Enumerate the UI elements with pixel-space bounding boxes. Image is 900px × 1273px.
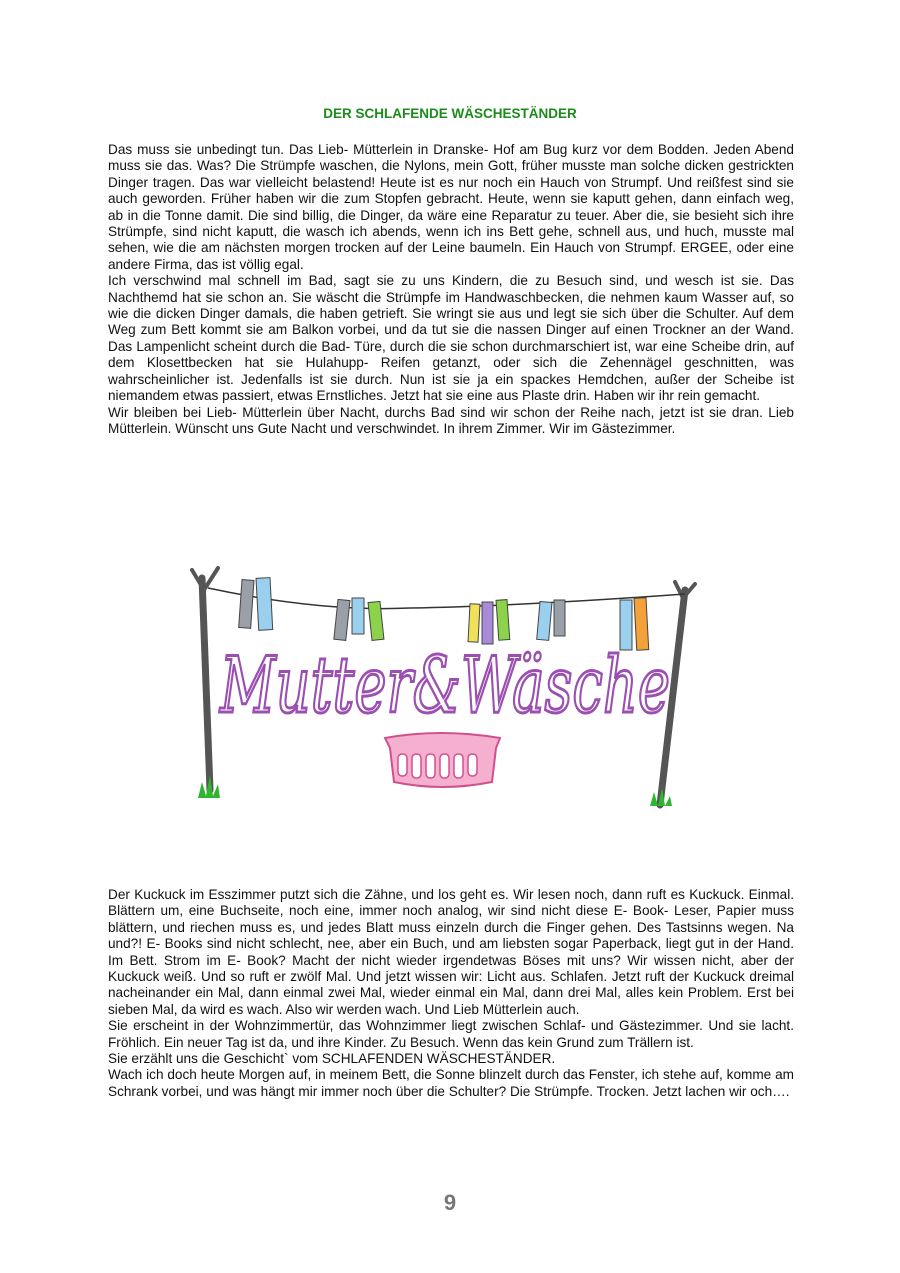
- cloth: [239, 580, 254, 629]
- cloth: [468, 604, 480, 642]
- cloth: [482, 602, 493, 644]
- paragraph: Wach ich doch heute Morgen auf, in meinem Bett, die Sonne blinzelt durch das Fenster, ich stehe auf, komme am Schrank vorbei, und was hängt mir immer noch über die Schulter? Die Strümpfe. Trocken. Jetzt lachen wir och….: [108, 1067, 794, 1099]
- text-block-bottom: [108, 887, 794, 1100]
- laundry-basket: [385, 733, 500, 787]
- cloth: [368, 601, 384, 640]
- story-title: DER SCHLAFENDE WÄSCHESTÄNDER: [323, 106, 577, 121]
- page-number: 9: [443, 1190, 457, 1215]
- text-block-top: [108, 142, 794, 437]
- cloth: [496, 600, 510, 641]
- clothesline-illustration: [180, 560, 720, 810]
- illustration-lettering: Mutter&Wäsche: [218, 641, 670, 731]
- paragraph: Das muss sie unbedingt tun. Das Lieb- Mütterlein in Dranske- Hof am Bug kurz vor dem Bodden. Jeden Abend muss sie das. Was? Die Strümpfe waschen, die Nylons, mein Gott, früher musste man solche dicken gestrickten Dinger tragen. Das war vielleicht belastend! Heute ist es nur noch ein Hauch von Strumpf. Und reißfest sind sie auch geworden. Früher haben wir die zum Stopfen gebracht. Heute, wenn sie kaputt gehen, dann einfach weg, ab in die Tonne damit. Die sind billig, die Dinger, da wäre eine Reparatur zu teuer. Aber die, sie besieht sich ihre Strümpfe, sind nicht kaputt, die wasch ich abends, wenn ich ins Bett gehe, schnell aus, und huch, musste mal sehen, wie die am nächsten morgen trocken auf der Leine baumeln. Ein Hauch von Strumpf. ERGEE, oder eine andere Firma, das ist völlig egal.: [108, 142, 794, 272]
- paragraph: Sie erscheint in der Wohnzimmertür, das Wohnzimmer liegt zwischen Schlaf- und Gästezimmer. Und sie lacht. Fröhlich. Ein neuer Tag ist da, und ihre Kinder. Zu Besuch. Wenn das kein Grund zum Trällern ist.: [108, 1018, 794, 1050]
- paragraph: Ich verschwind mal schnell im Bad, sagt sie zu uns Kindern, die zu Besuch sind, und wesch ist sie. Das Nachthemd hat sie schon an. Sie wäscht die Strümpfe im Handwaschbecken, die nehmen kaum Wasser auf, so wie die dicken Dinger damals, die haben getrieft. Sie wringt sie aus und legt sie sich über die Schulter. Auf dem Weg zum Bett kommt sie am Balkon vorbei, und da tut sie die nassen Dinger auf einen Trockner an der Wand. Das Lampenlicht scheint durch die Bad- Türe, durch die sie schon durchmarschiert ist, war eine Scheibe drin, auf dem Klosettbecken hat sie Hulahupp- Reifen getanzt, oder sich die Zehennägel geschnitten, was wahrscheinlicher ist. Jedenfalls ist sie durch. Nun ist sie ja ein spackes Hemdchen, außer der Scheibe ist niemandem etwas passiert, etwas Ernstliches. Jetzt hat sie eine aus Plaste drin. Haben wir ihr rein gemacht.: [108, 273, 794, 404]
- paragraph: Wir bleiben bei Lieb- Mütterlein über Nacht, durchs Bad sind wir schon der Reihe nach, jetzt ist sie dran. Lieb Mütterlein. Wünscht uns Gute Nacht und verschwindet. In ihrem Zimmer. Wir im Gästezimmer.: [108, 404, 794, 436]
- paragraph: Sie erzählt uns die Geschicht` vom SCHLAFENDEN WÄSCHESTÄNDER.: [108, 1051, 556, 1067]
- cloth: [352, 598, 364, 634]
- cloth: [256, 578, 273, 631]
- left-pole: [202, 578, 210, 790]
- cloth: [554, 600, 565, 636]
- cloths: [239, 578, 649, 651]
- cloth: [537, 601, 552, 640]
- clothesline: [208, 588, 685, 609]
- cloth: [334, 599, 350, 640]
- paragraph: Der Kuckuck im Esszimmer putzt sich die Zähne, und los geht es. Wir lesen noch, dann ruft es Kuckuck. Einmal. Blättern um, eine Buchseite, noch eine, immer noch analog, wir sind nicht diese E- Book- Leser, Papier muss blättern, und riechen muss es, und jedes Blatt muss einzeln durch die Finger gehen. Des Tastsinns wegen. Na und?! E- Books sind nicht schlecht, nee, aber ein Buch, und am liebsten sogar Paperback, liegt gut in der Hand. Im Bett. Strom im E- Book? Macht der nicht wieder irgendetwas Böses mit uns? Wir wissen nicht, aber der Kuckuck weiß. Und so ruft er zwölf Mal. Und jetzt wissen wir: Licht aus. Schlafen. Jetzt ruft der Kuckuck dreimal nacheinander ein Mal, dann einmal zwei Mal, wieder einmal ein Mal, dann drei Mal, alles kein Problem. Erst bei sieben Mal, da wird es wach. Also wir werden wach. Und Lieb Mütterlein auch.: [108, 887, 794, 1017]
